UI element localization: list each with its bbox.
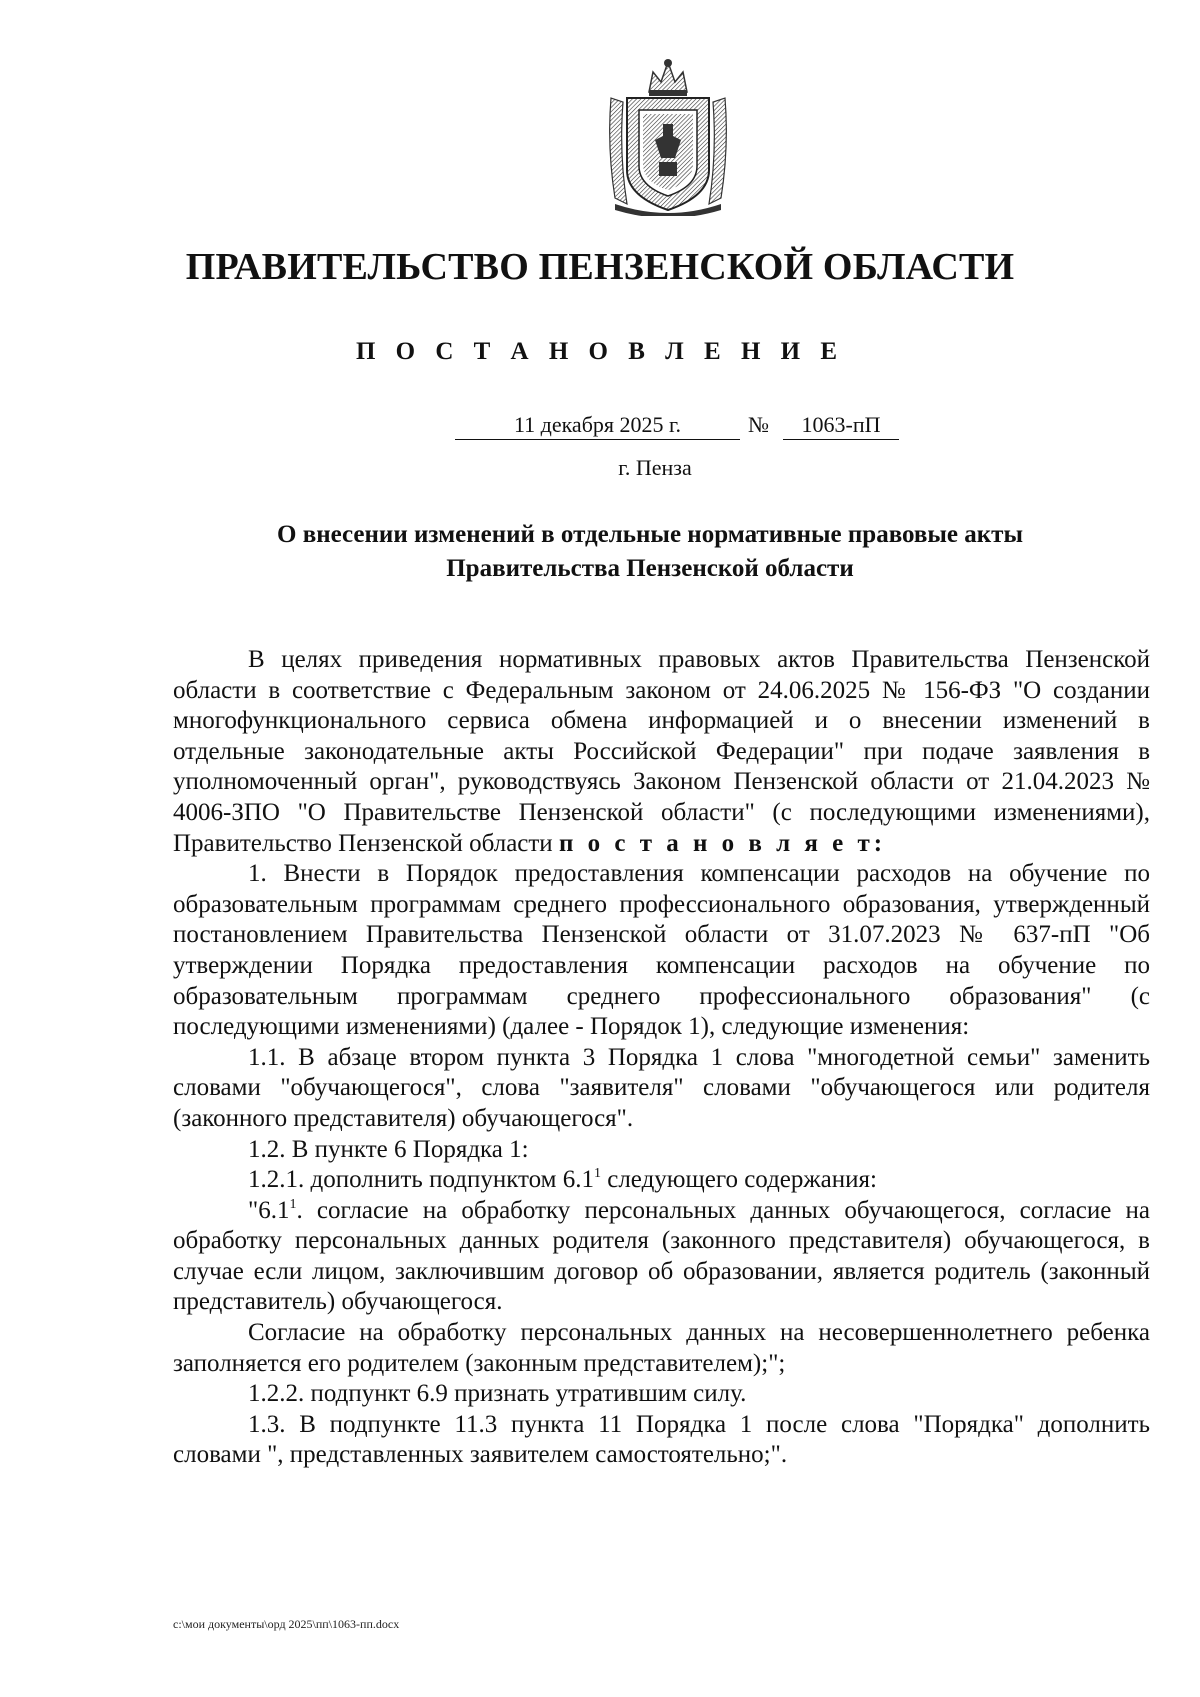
resolves-word: п о с т а н о в л я е т: bbox=[558, 829, 887, 857]
superscript: 1 bbox=[289, 1196, 297, 1212]
number-sign: № bbox=[748, 412, 769, 437]
item-1: 1. Внести в Порядок предоставления компенсации расходов на обучение по образовательным программам среднего профессионального образования, утвержденный постановлением Правительства Пензенской области от 31.07.2023 № 637-пП "Об утверждении Порядка предоставления компенсации расходов на обучение по образовательным программам среднего профессионального образования" (с последующими изменениями) (далее - Порядок 1), следующие изменения: bbox=[173, 860, 1150, 1041]
item-1-2: 1.2. В пункте 6 Порядка 1: bbox=[248, 1135, 529, 1163]
item-1-3: 1.3. В подпункте 11.3 пункта 11 Порядка 1 после слова "Порядка" дополнить словами ", представленных заявителем самостоятельно;". bbox=[173, 1410, 1150, 1469]
document-number: 1063-пП bbox=[783, 412, 899, 440]
item-1-1: 1.1. В абзаце втором пункта 3 Порядка 1 слова "многодетной семьи" заменить словами "обучающегося", слова "заявителя" словами "обучающегося или родителя (законного представителя) обучающегося". bbox=[173, 1043, 1150, 1132]
quoted-text: . согласие на обработку персональных данных обучающегося, согласие на обработку персональных данных родителя (законного представителя) обучающегося, в случае если лицом, заключившим договор об образовании, является родитель (законный представитель) обучающегося. bbox=[173, 1196, 1150, 1316]
item-1-2-1 bbox=[173, 1165, 1150, 1196]
coat-of-arms-icon bbox=[605, 58, 731, 216]
consent-paragraph: Согласие на обработку персональных данных на несовершеннолетнего ребенка заполняется его родителем (законным представителем);"; bbox=[173, 1319, 1150, 1377]
item-1-2-2: 1.2.2. подпункт 6.9 признать утратившим силу. bbox=[248, 1380, 747, 1408]
document-city: г. Пенза bbox=[618, 455, 692, 480]
document-body bbox=[173, 645, 1150, 1471]
quoted-number: "6.1 bbox=[248, 1196, 290, 1224]
file-path-footer: c:\мои документы\орд 2025\пп\1063-пп.docx bbox=[173, 1617, 400, 1631]
preamble-paragraph bbox=[173, 645, 1150, 859]
item-1-2-1-tail: следующего содержания: bbox=[600, 1166, 877, 1194]
document-date: 11 декабря 2025 г. bbox=[455, 412, 740, 440]
item-1-2-1-text: 1.2.1. дополнить подпунктом 6.1 bbox=[248, 1166, 594, 1194]
government-title: ПРАВИТЕЛЬСТВО ПЕНЗЕНСКОЙ ОБЛАСТИ bbox=[185, 246, 1015, 288]
document-subject bbox=[200, 518, 1100, 586]
document-type: П О С Т А Н О В Л Е Н И Е bbox=[355, 338, 845, 365]
superscript: 1 bbox=[593, 1166, 601, 1182]
subject-line-2: Правительства Пензенской области bbox=[446, 555, 854, 582]
quoted-subitem bbox=[173, 1196, 1150, 1318]
subject-line-1: О внесении изменений в отдельные нормативные правовые акты bbox=[277, 521, 1023, 548]
preamble-text: В целях приведения нормативных правовых актов Правительства Пензенской области в соответствие с Федеральным законом от 24.06.2025 № 156-ФЗ "О создании многофункционального сервиса обмена информацией и о внесении изменений в отдельные законодательные акты Российской Федерации" при подаче заявления в уполномоченный орган", руководствуясь Законом Пензенской области от 21.04.2023 № 4006-ЗПО "О Правительстве Пензенской области" (с последующими изменениями), Правительство Пензенской области bbox=[173, 646, 1150, 857]
